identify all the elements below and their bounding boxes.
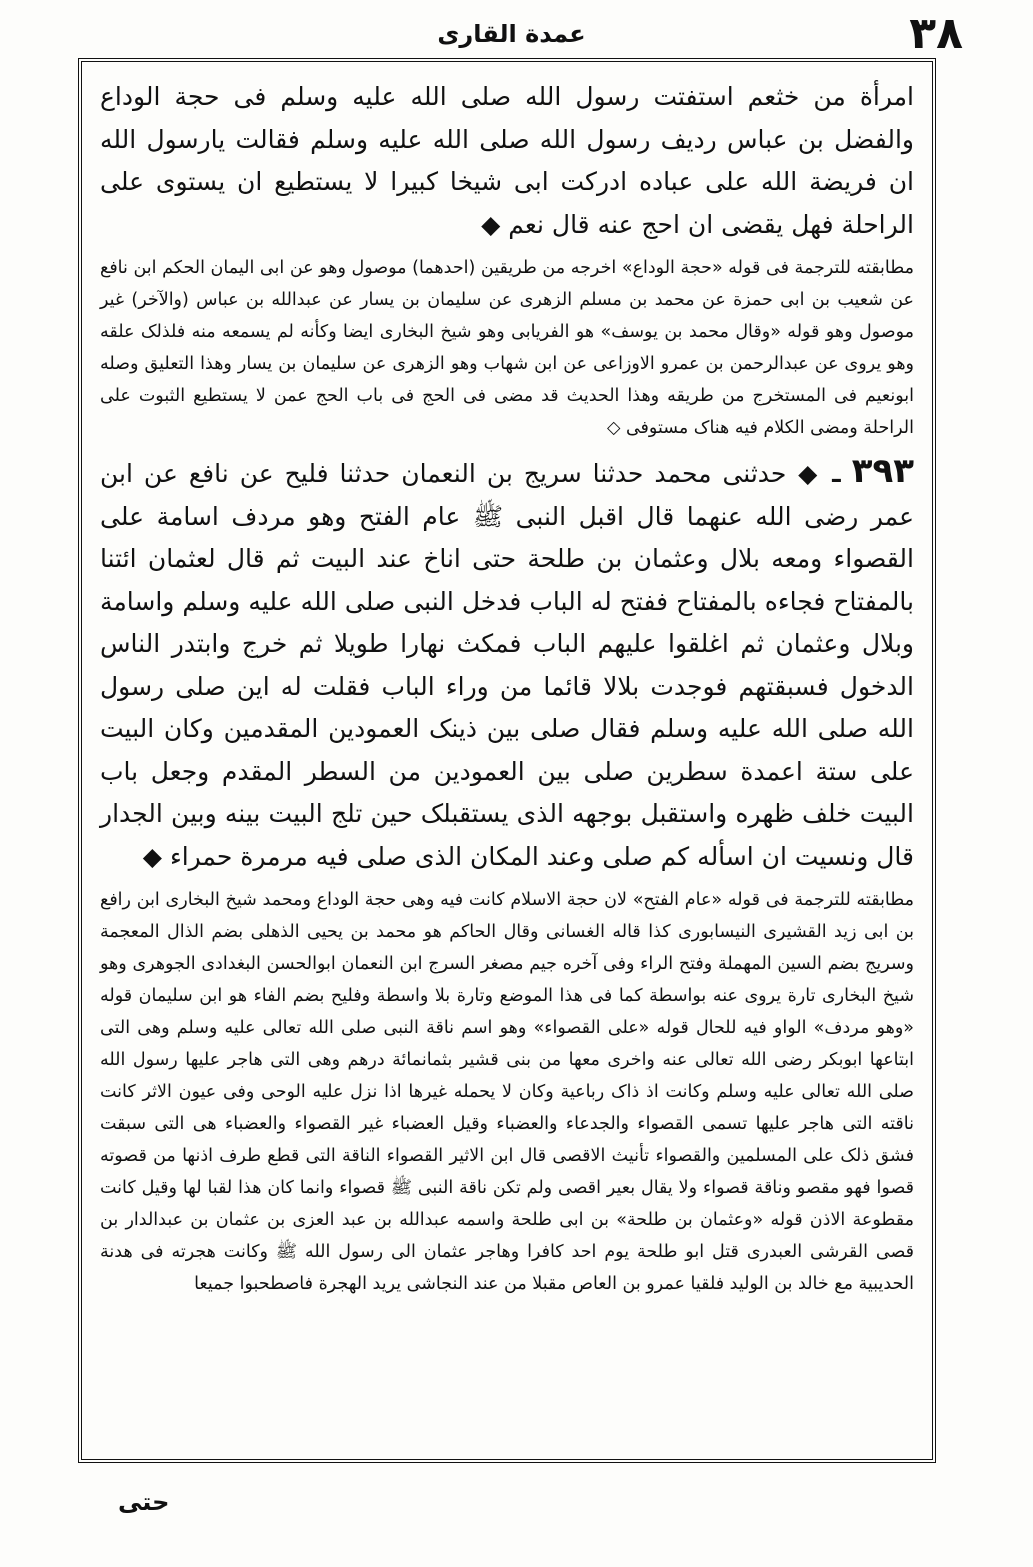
hadith-number: ٣٩٣	[851, 451, 914, 491]
running-title: عمدة القاری	[437, 20, 586, 48]
hadith-text-2: حدثنی محمد حدثنا سریج بن النعمان حدثنا فلیح عن نافع عن ابن عمر رضی الله عنهما قال اقبل النبی ﷺ عام الفتح وهو مردف اسامة علی القصواء ومعه بلال وعثمان بن طلحة حتی اناخ عند البیت ثم قال لعثمان ائتنا بالمفتاح فجاءه بالمفتاح ففتح له الباب فدخل النبی صلی الله علیه وسلم واسامة وبلال وعثمان ثم اغلقوا علیهم الباب فمکث نهارا طویلا ثم خرج وابتدر الناس الدخول فسبقتهم فوجدت بلالا قائما من وراء الباب فقلت له این صلی رسول الله صلی الله علیه وسلم فقال صلی بین ذینک العمودین المقدمین وکان البیت علی ستة اعمدة سطرین صلی بین العمودین من السطر المقدم وجعل باب البیت خلف ظهره واستقبل بوجهه الذی یستقبلک حین تلج البیت بینه وبین الجدار قال ونسیت ان اسأله کم صلی وعند المکان الذی صلی فیه مرمرة حمراء ◆	[100, 459, 914, 871]
text-frame	[78, 58, 936, 1463]
page-number: ٣٨	[909, 8, 963, 59]
commentary-2: مطابقته للترجمة فی قوله «عام الفتح» لان حجة الاسلام کانت فیه وهی حجة الوداع ومحمد شیخ البخاری ابن رافع بن ابی زید القشیری النیسابوری کذا قاله الغسانی وقال الحاکم هو محمد بن یحیی الذهلی بضم الذال المعجمة وسریج بضم السین المهملة وفتح الراء وفی آخره جیم مصغر السرج ابن النعمان ابوالحسن البغدادی الجوهری وهو شیخ البخاری تارة یروی عنه بواسطة کما فی هذا الموضع وتارة بلا واسطة وفلیح بضم الفاء هو ابن سلیمان قوله «وهو مردف» الواو فیه للحال قوله «علی القصواء» وهو اسم ناقة النبی صلی الله تعالی علیه وسلم وهی التی ابتاعها ابوبکر رضی الله تعالی عنه واخری معها من بنی قشیر بثمانمائة درهم وهی التی هاجر علیها رسول الله صلی الله تعالی علیه وسلم وکانت اذ ذاک رباعیة وکان لا یحمله غیرها اذا نزل علیه الوحی وفی عیون الاثر کانت ناقته التی هاجر علیها تسمی القصواء والجدعاء والعضباء وقیل العضباء غیر القصواء والعضباء هی التی سبقت فشق ذلک علی المسلمین والقصواء تأنیث الاقصی قال ابن الاثیر القصواء الناقة التی قطع طرف اذنها من قصوته قصوا فهو مقصو وناقة قصواء ولا یقال بعیر اقصی ولم تکن ناقة النبی ﷺ قصواء وانما کان هذا لقبا لها وقیل کانت مقطوعة الاذن قوله «وعثمان بن طلحة» بن ابی طلحة واسمه عبدالله بن عبد العزی بن عثمان بن عبدالدار بن قصی القرشی العبدری قتل ابو طلحة یوم احد کافرا وهاجر عثمان الی رسول الله ﷺ وکانت هجرته فی هدنة الحدیبیة مع خالد بن الولید فلقیا عمرو بن العاص مقبلا من عند النجاشی یرید الهجرة فاصطحبوا جمیعا	[100, 890, 914, 1294]
hadith-text-1: امرأة من خثعم استفتت رسول الله صلی الله علیه وسلم فی حجة الوداع والفضل بن عباس ردیف رسول الله صلی الله علیه وسلم فقالت یارسول الله ان فریضة الله علی عباده ادرکت ابی شیخا کبیرا لا یستطیع ان یستوی علی الراحلة فهل یقضی ان احج عنه قال نعم ◆	[100, 82, 914, 239]
hadith-separator: ـ ◆	[786, 459, 841, 488]
catchword: حتی	[118, 1488, 170, 1516]
page-header	[60, 8, 963, 59]
hadith-block-2	[100, 450, 914, 878]
commentary-1: مطابقته للترجمة فی قوله «حجة الوداع» اخرجه من طریقین (احدهما) موصول وهو عن ابی الیمان الحکم ابن نافع عن شعیب بن ابی حمزة عن محمد بن مسلم الزهری عن سلیمان بن یسار عن عبدالله بن عباس (والآخر) غیر موصول وهو قوله «وقال محمد بن یوسف» هو الفریابی وهو شیخ البخاری ایضا وکأنه لم یسمعه منه فلذلک علقه وهو یروی عن عبدالرحمن بن عمرو الاوزاعی عن ابن شهاب وهو الزهری عن سلیمان بن یسار وهذا التعلیق وصله ابونعیم فی المستخرج من طریقه وهذا الحدیث قد مضی فی الحج فی باب الحج عمن لا یستطیع الثبوت علی الراحلة ومضی الکلام فیه هناک مستوفی ◇	[100, 258, 914, 438]
